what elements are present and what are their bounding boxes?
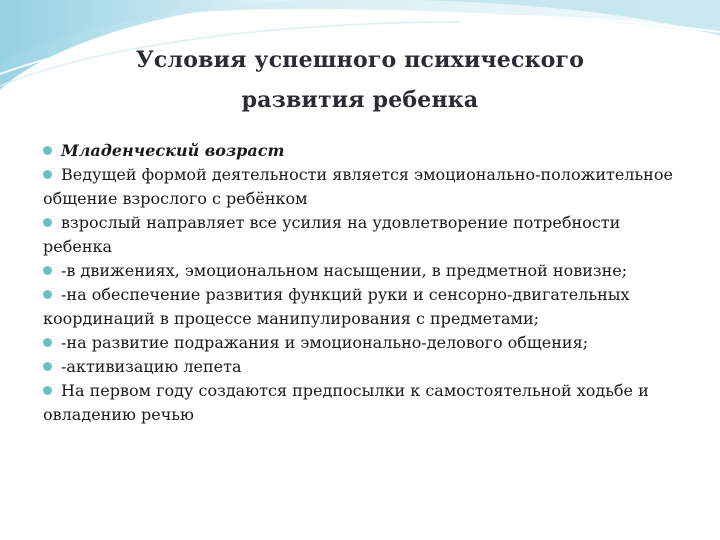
list-item [43, 139, 693, 163]
bullet-list [43, 139, 693, 427]
teal-dot-icon [43, 362, 52, 371]
list-item-text: -в движениях, эмоциональном насыщении, в предметной новизне; [61, 261, 628, 280]
teal-dot-icon [43, 266, 52, 275]
list-item-text: На первом году создаются предпосылки к самостоятельной ходьбе и овладению речью [43, 381, 649, 424]
teal-dot-icon [43, 170, 52, 179]
list-item [43, 379, 693, 427]
teal-dot-icon [43, 386, 52, 395]
list-item-text: взрослый направляет все усилия на удовлетворение потребности ребенка [43, 213, 621, 256]
list-item-text: -на развитие подражания и эмоционально-делового общения; [61, 333, 589, 352]
teal-dot-icon [43, 218, 52, 227]
title-line-1: Условия успешного психического [135, 47, 585, 73]
list-item-text: -на обеспечение развития функций руки и сенсорно-двигательных координаций в процессе манипулирования с предметами; [43, 285, 630, 328]
list-item [43, 355, 693, 379]
list-item [43, 259, 693, 283]
list-item [43, 211, 693, 259]
title-line-2: развития ребенка [241, 87, 479, 113]
list-item [43, 331, 693, 355]
list-item-text: Ведущей формой деятельности является эмоционально-положительное общение взрослого с ребёнком [43, 165, 673, 208]
slide-title [100, 40, 620, 120]
teal-dot-icon [43, 290, 52, 299]
teal-dot-icon [43, 146, 52, 155]
teal-dot-icon [43, 338, 52, 347]
list-item-text: Младенческий возраст [61, 141, 285, 160]
list-item-text: -активизацию лепета [61, 357, 242, 376]
list-item [43, 283, 693, 331]
list-item [43, 163, 693, 211]
